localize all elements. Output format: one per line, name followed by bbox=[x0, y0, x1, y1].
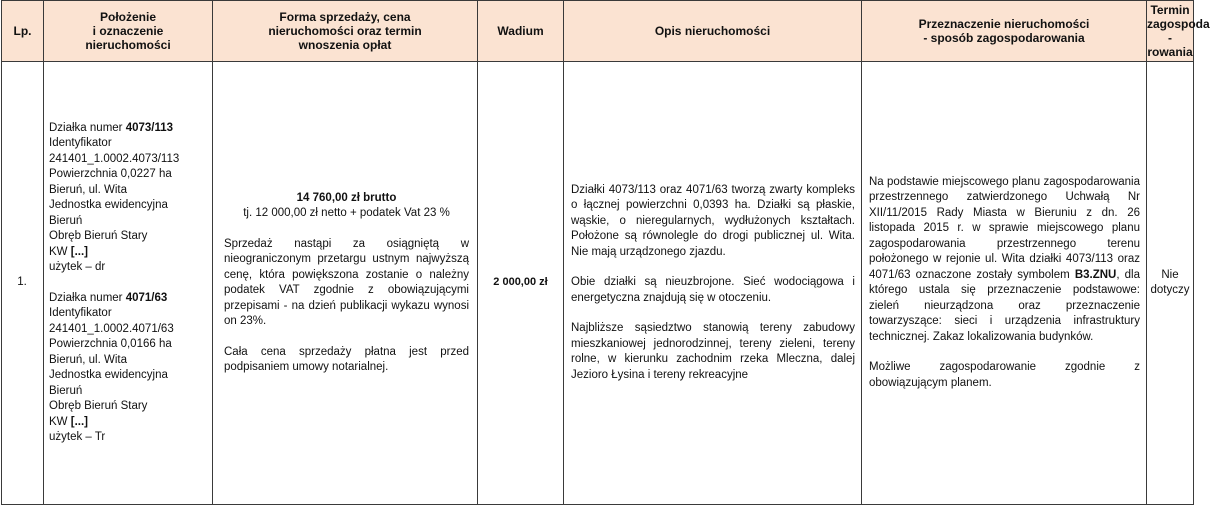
header-forma-sprzedazy: Forma sprzedaży, cena nieruchomości oraz termin wnoszenia opłat bbox=[213, 1, 478, 62]
property-description-cell bbox=[564, 62, 862, 505]
gross-price: 14 760,00 zł brutto bbox=[296, 191, 397, 204]
header-opis: Opis nieruchomości bbox=[564, 1, 862, 62]
table-row bbox=[2, 62, 1194, 505]
zoning-cell bbox=[862, 62, 1147, 505]
zoning-paragraph: Na podstawie miejscowego planu zagospodarowania przestrzennego zatwierdzonego Uchwałą Nr XII/11/2015 Rady Miasta w Bieruniu z dn. 26 listopada 2015 r. w sprawie miejscowego planu zagospodarowania przestrzennego terenu położonego w rejonie ul. Wita działki 4073/113 oraz 4071/63 oznaczone zostały symbolem B3.ZNU, dla którego ustala się przeznaczenie podstawowe: zieleń nieurządzona oraz przeznaczenie towarzyszące: sieci i urządzenia infrastruktury technicznej. Zakaz lokalizowania budynków. bbox=[869, 175, 1140, 343]
zoning-paragraph: Możliwe zagospodarowanie zgodnie z obowiązującym planem. bbox=[869, 361, 1140, 389]
header-lp: Lp. bbox=[2, 1, 44, 62]
sale-description: Sprzedaż nastąpi za osiągniętą w nieograniczonym przetargu ustnym najwyższą cenę, która powiększona zostanie o należny podatek VAT zgodnie z obowiązującymi przepisami - na dzień publikacji wykazu wynosi on 23%. bbox=[224, 237, 469, 327]
parcel-2: Działka numer 4071/63 Identyfikator 241401_1.0002.4071/63 Powierzchnia 0,0166 ha Bieruń, ul. Wita Jednostka ewidencyjna Bieruń Obręb Bieruń Stary KW [...] użytek – Tr bbox=[49, 291, 174, 443]
header-polozenie: Położenie i oznaczenie nieruchomości bbox=[44, 1, 213, 62]
header-przeznaczenie: Przeznaczenie nieruchomości - sposób zagospodarowania bbox=[862, 1, 1147, 62]
location-cell bbox=[44, 62, 213, 505]
header-row bbox=[2, 1, 1194, 62]
row-number: 1. bbox=[2, 62, 44, 505]
header-wadium: Wadium bbox=[478, 1, 564, 62]
net-price: tj. 12 000,00 zł netto + podatek Vat 23 % bbox=[243, 207, 450, 219]
sale-terms-cell bbox=[213, 62, 478, 505]
development-deadline: Nie dotyczy bbox=[1147, 62, 1194, 505]
description-paragraph: Najbliższe sąsiedztwo stanowią tereny zabudowy mieszkaniowej jednorodzinnej, tereny zieleni, tereny rolne, w kierunku zachodnim rzeka Mleczna, dalej Jezioro Łysina i tereny rekreacyjne bbox=[571, 322, 855, 381]
description-paragraph: Obie działki są nieuzbrojone. Sieć wodociągowa i energetyczna znajdują się w otoczeniu. bbox=[571, 276, 855, 304]
description-paragraph: Działki 4073/113 oraz 4071/63 tworzą zwarty kompleks o łącznej powierzchni 0,0393 ha. Działki są płaskie, wąskie, o nieregularnych, wydłużonych kształtach. Położone są równolegle do drogi publicznej ul. Wita. Nie mają urządzonego zjazdu. bbox=[571, 183, 855, 258]
parcel-1: Działka numer 4073/113 Identyfikator 241401_1.0002.4073/113 Powierzchnia 0,0227 ha Bieruń, ul. Wita Jednostka ewidencyjna Bieruń Obręb Bieruń Stary KW [...] użytek – dr bbox=[49, 121, 180, 273]
wadium-value: 2 000,00 zł bbox=[478, 62, 564, 505]
zoning-symbol: B3.ZNU bbox=[1074, 268, 1117, 281]
payment-terms: Cała cena sprzedaży płatna jest przed podpisaniem umowy notarialnej. bbox=[224, 345, 469, 373]
header-termin: Termin zagospoda -rowania bbox=[1147, 1, 1194, 62]
parcel-1-number: 4073/113 bbox=[125, 121, 174, 134]
property-listing-table bbox=[1, 0, 1210, 505]
parcel-2-number: 4071/63 bbox=[125, 291, 168, 304]
